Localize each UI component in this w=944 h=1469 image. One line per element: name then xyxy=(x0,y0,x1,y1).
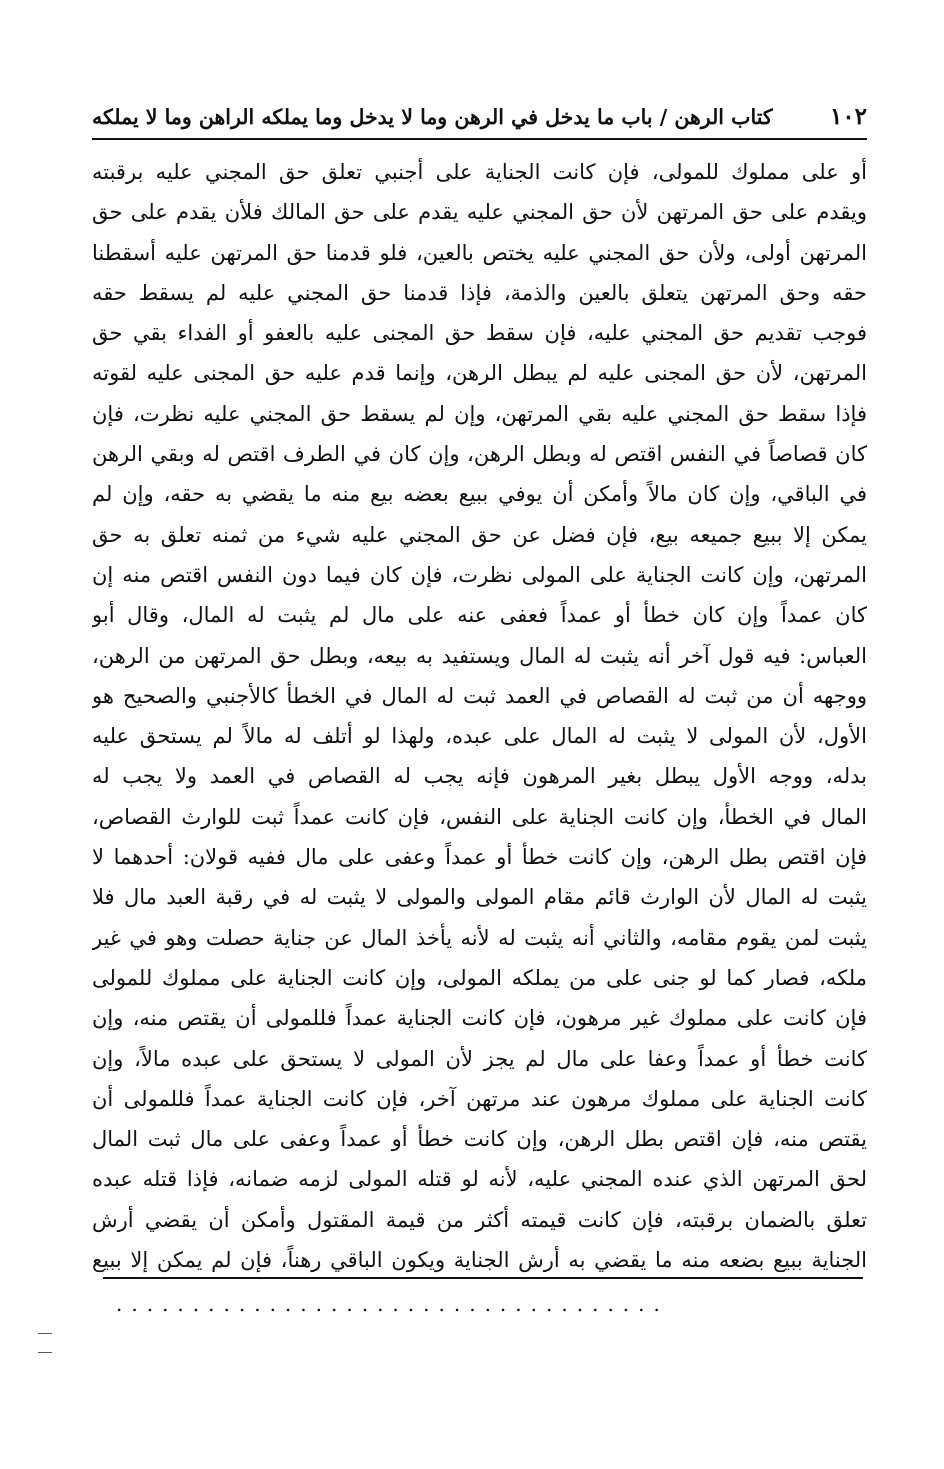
text-line: يمكن إلا ببيع جميعه بيع، فإن فضل عن حق المجني عليه شيء من ثمنه تعلق به حق xyxy=(92,522,867,547)
header-rule xyxy=(92,138,867,140)
text-line: كان عمداً وإن كان خطأ أو عمداً فعفى عنه على مال لم يثبت له المال، وقال أبو xyxy=(92,603,867,628)
text-line: كان قصاصاً في النفس اقتص له وبطل الرهن، وإن كان في الطرف اقتص له وبقي الرهن xyxy=(92,442,867,467)
text-line: يثبت له المال لأن الوارث قائم مقام المولى والمولى لا يثبت له في رقبة العبد مال فلا xyxy=(92,885,867,910)
text-line: المال في الخطأ، وإن كانت الجناية على النفس، فإن كانت عمداً ثبت للوارث القصاص، xyxy=(92,804,867,829)
text-line: العباس: فيه قول آخر أنه يثبت له المال ويستفيد به بيعه، وبطل حق المرتهن من الرهن، xyxy=(92,643,867,668)
text-line: كانت خطأ أو عمداً وعفا على مال لم يجز لأن المولى لا يستحق على عبده مالاً، وإن xyxy=(92,1046,867,1071)
text-line: الجناية ببيع بضعه منه ما يقضي به أرش الجناية ويكون الباقي رهناً، فإن لم يمكن إلا ببيع xyxy=(92,1248,867,1273)
running-header xyxy=(92,96,867,136)
text-line: حقه وحق المرتهن يتعلق بالعين والذمة، فإذا قدمنا حق المجني عليه لم يسقط حقه xyxy=(92,280,867,305)
text-line: فإن كانت على مملوك غير مرهون، فإن كانت الجناية عمداً فللمولى أن يقتص منه، وإن xyxy=(92,1006,867,1031)
text-line: ملكه، فصار كما لو جنى على من يملكه المولى، وإن كانت الجناية على مملوك للمولى xyxy=(92,965,867,990)
margin-mark xyxy=(38,1333,52,1334)
text-line: فإن اقتص بطل الرهن، وإن كانت خطأ أو عمداً وعفى على مال ففيه قولان: أحدهما لا xyxy=(92,845,867,870)
text-line: المرتهن، وإن كانت الجناية على المولى نظرت، فإن كان فيما دون النفس اقتص منه إن xyxy=(92,562,867,587)
footnote-dotted-line: .................................... xyxy=(116,1292,669,1316)
margin-mark xyxy=(38,1352,52,1353)
footnote-rule xyxy=(103,1277,863,1279)
text-line: فإذا سقط حق المجني عليه بقي المرتهن، وإن لم يسقط حق المجني عليه نظرت، فإن xyxy=(92,401,867,426)
running-title: كتاب الرهن / باب ما يدخل في الرهن وما لا يدخل وما يملكه الراهن وما لا يملكه xyxy=(92,105,773,129)
text-line: يثبت لمن يقوم مقامه، والثاني أنه يثبت له لأنه يأخذ المال عن جناية حصلت وهو في غير xyxy=(92,925,867,950)
text-line: يقتص منه، فإن اقتص بطل الرهن، وإن كانت خطأ أو عمداً وعفى على مال ثبت المال xyxy=(92,1127,867,1152)
text-line: أو على مملوك للمولى، فإن كانت الجناية على أجنبي تعلق حق المجني عليه برقبته xyxy=(92,160,867,184)
text-line: الأول، لأن المولى لا يثبت له المال على عبده، ولهذا لو أتلف له مالاً لم يستحق عليه xyxy=(92,724,867,749)
text-line: بدله، ووجه الأول يبطل بغير المرهون فإنه يجب له القصاص في العمد ولا يجب له xyxy=(92,764,867,789)
text-line: كانت الجناية على مملوك مرهون عند مرتهن آخر، فإن كانت الجناية عمداً فللمولى أن xyxy=(92,1086,867,1111)
body-text xyxy=(92,152,867,1280)
page-number: ١٠٢ xyxy=(829,103,867,130)
text-line: ووجهه أن من ثبت له القصاص في العمد ثبت له المال في الخطأ كالأجنبي والصحيح هو xyxy=(92,683,867,708)
text-line: فوجب تقديم حق المجني عليه، فإن سقط حق المجنى عليه بالعفو أو الفداء بقي حق xyxy=(92,321,867,346)
text-line: في الباقي، وإن كان مالاً وأمكن أن يوفي ببيع بعضه بيع منه ما يقضي به حقه، وإن لم xyxy=(92,482,867,507)
text-line: المرتهن، لأن حق المجنى عليه لم يبطل الرهن، وإنما قدم عليه حق المجنى عليه لقوته xyxy=(92,361,867,386)
text-line: لحق المرتهن الذي عنده المجني عليه، لأنه لو قتله المولى لزمه ضمانه، فإذا قتله عبده xyxy=(92,1167,867,1192)
text-line: ويقدم على حق المرتهن لأن حق المجني عليه يقدم على حق المالك فلأن يقدم على حق xyxy=(92,200,867,225)
text-line: المرتهن أولى، ولأن حق المجني عليه يختص بالعين، فلو قدمنا حق المرتهن عليه أسقطنا xyxy=(92,240,867,265)
text-line: تعلق بالضمان برقبته، فإن كانت قيمته أكثر من قيمة المقتول وأمكن أن يقضي أرش xyxy=(92,1207,867,1232)
